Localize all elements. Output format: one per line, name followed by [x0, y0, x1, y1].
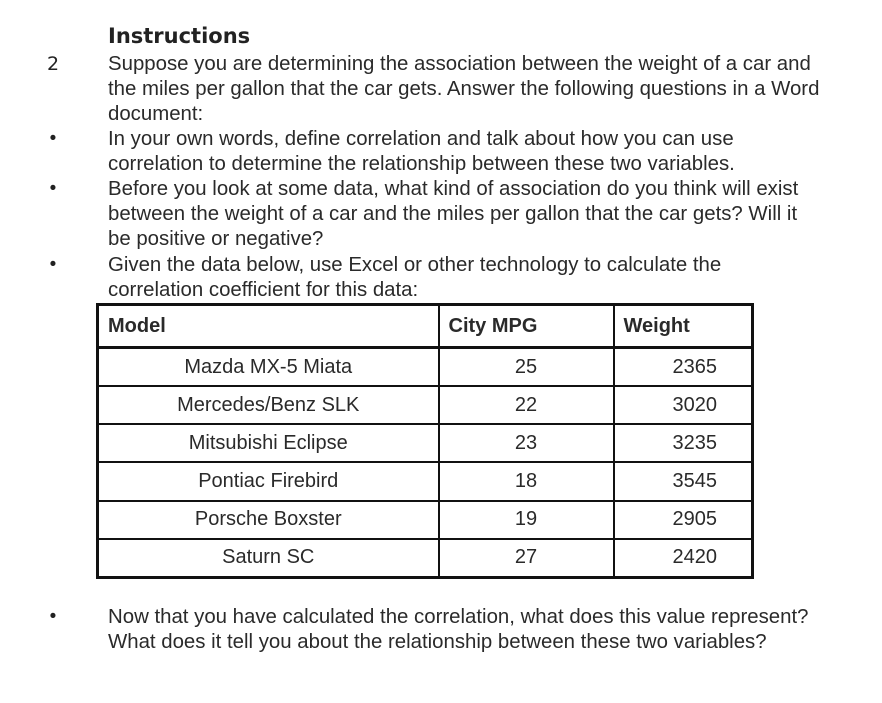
table-header-row — [98, 305, 753, 348]
header-model: Model — [98, 305, 439, 348]
table-row — [98, 348, 753, 387]
cell-weight: 3545 — [614, 462, 753, 500]
cell-weight: 2365 — [614, 348, 753, 387]
table-row — [98, 462, 753, 500]
cell-weight: 3235 — [614, 424, 753, 462]
bullet-interpret-correlation: Now that you have calculated the correlation, what does this value represent? What does it tell you about the relationship between these two variables? — [108, 606, 809, 654]
cell-city-mpg: 19 — [439, 501, 614, 539]
bullet-calculate-coefficient: Given the data below, use Excel or other technology to calculate the correlation coefficient for this data: — [108, 254, 722, 302]
cell-model: Mercedes/Benz SLK — [98, 386, 439, 424]
car-data-table — [96, 303, 754, 579]
bullet-marker: • — [49, 254, 57, 275]
cell-model: Saturn SC — [98, 539, 439, 578]
item-number: 2 — [46, 53, 60, 75]
bullet-marker: • — [49, 128, 57, 149]
intro-paragraph: Suppose you are determining the association between the weight of a car and the miles per gallon that the car gets. Answer the following questions in a Word document: — [108, 53, 820, 126]
cell-city-mpg: 22 — [439, 386, 614, 424]
cell-city-mpg: 25 — [439, 348, 614, 387]
header-weight: Weight — [614, 305, 753, 348]
cell-weight: 2420 — [614, 539, 753, 578]
header-city-mpg: City MPG — [439, 305, 614, 348]
cell-model: Porsche Boxster — [98, 501, 439, 539]
cell-model: Mitsubishi Eclipse — [98, 424, 439, 462]
bullet-define-correlation: In your own words, define correlation and talk about how you can use correlation to determine the relationship between these two variables. — [108, 128, 735, 176]
bullet-marker: • — [49, 178, 57, 199]
bullet-marker: • — [49, 606, 57, 627]
table-row — [98, 386, 753, 424]
cell-city-mpg: 23 — [439, 424, 614, 462]
bullet-predict-association: Before you look at some data, what kind of association do you think will exist between the weight of a car and the miles per gallon that the car gets? Will it be positive or negative? — [108, 178, 799, 251]
table-row — [98, 424, 753, 462]
table-row — [98, 501, 753, 539]
cell-city-mpg: 27 — [439, 539, 614, 578]
cell-model: Pontiac Firebird — [98, 462, 439, 500]
cell-model: Mazda MX-5 Miata — [98, 348, 439, 387]
cell-weight: 3020 — [614, 386, 753, 424]
instructions-heading: Instructions — [108, 24, 251, 48]
cell-weight: 2905 — [614, 501, 753, 539]
cell-city-mpg: 18 — [439, 462, 614, 500]
table-row — [98, 539, 753, 578]
